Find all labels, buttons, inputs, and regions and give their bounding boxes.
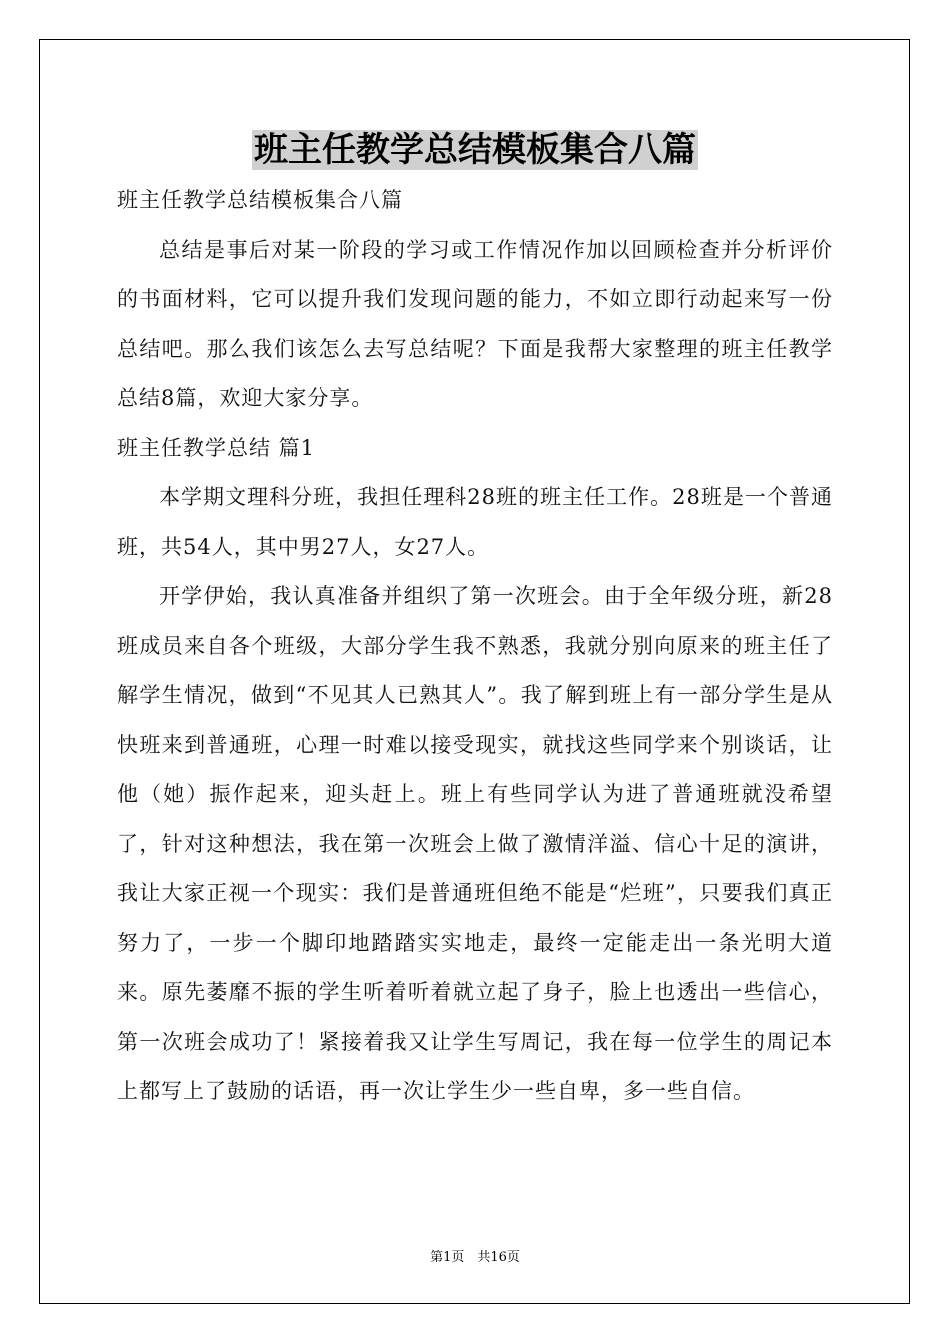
- intro-paragraph: 总结是事后对某一阶段的学习或工作情况作加以回顾检查并分析评价的书面材料，它可以提升我们发现问题的能力，不如立即行动起来写一份总结吧。那么我们该怎么去写总结呢？下面是我帮大家整理的班主任教学总结8篇，欢迎大家分享。: [117, 237, 833, 410]
- section-heading: 班主任教学总结 篇1: [117, 435, 316, 460]
- document-title-text: 班主任教学总结模板集合八篇: [254, 130, 696, 170]
- document-title: [0, 128, 950, 172]
- page-number-footer: 第1页 共16页: [430, 1250, 520, 1265]
- subtitle-paragraph: 班主任教学总结模板集合八篇: [117, 188, 403, 212]
- document-body: [117, 176, 833, 1117]
- body-paragraph: 本学期文理科分班，我担任理科28班的班主任工作。28班是一个普通班，共54人，其中男27人，女27人。: [117, 485, 833, 559]
- body-paragraph: 开学伊始，我认真准备并组织了第一次班会。由于全年级分班，新28班成员来自各个班级，大部分学生我不熟悉，我就分别向原来的班主任了解学生情况，做到“不见其人已熟其人”。我了解到班上有一部分学生是从快班来到普通班，心理一时难以接受现实，就找这些同学来个别谈话，让他（她）振作起来，迎头赶上。班上有些同学认为进了普通班就没希望了，针对这种想法，我在第一次班会上做了激情洋溢、信心十足的演讲，我让大家正视一个现实：我们是普通班但绝不能是“烂班”，只要我们真正努力了，一步一个脚印地踏踏实实地走，最终一定能走出一条光明大道来。原先萎靡不振的学生听着听着就立起了身子，脸上也透出一些信心，第一次班会成功了！紧接着我又让学生写周记，我在每一位学生的周记本上都写上了鼓励的话语，再一次让学生少一些自卑，多一些自信。: [117, 584, 833, 1103]
